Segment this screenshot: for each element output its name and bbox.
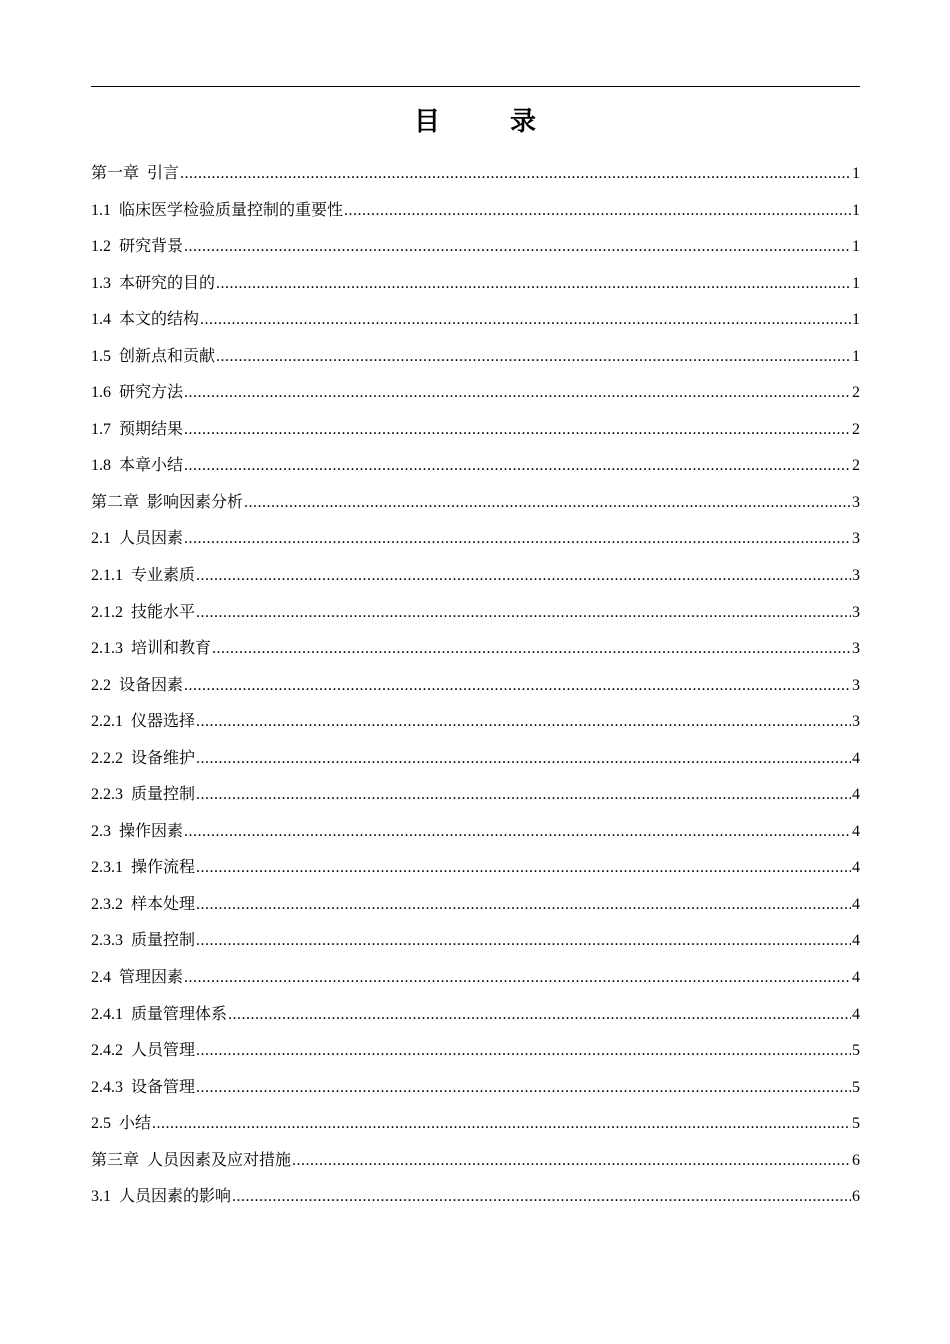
toc-entry[interactable] xyxy=(91,1142,860,1179)
toc-entry-page: 6 xyxy=(852,1188,860,1206)
toc-entry-page: 1 xyxy=(852,165,860,182)
toc-entry-label xyxy=(91,1178,231,1216)
toc-dot-leader xyxy=(184,229,851,266)
toc-entry-page: 4 xyxy=(852,895,860,913)
toc-entry-text: 人员因素的影响 xyxy=(119,1186,232,1206)
toc-dot-leader xyxy=(196,1070,851,1107)
toc-entry[interactable] xyxy=(91,228,860,265)
toc-entry-number: 1.2 xyxy=(91,238,111,256)
toc-entry-label xyxy=(91,922,195,960)
toc-entry-label xyxy=(91,594,195,632)
toc-entry[interactable] xyxy=(91,338,860,375)
toc-entry-page: 5 xyxy=(852,1115,860,1133)
toc-entry-label xyxy=(91,265,215,303)
toc-entry-page: 3 xyxy=(852,640,860,658)
toc-entry-label xyxy=(91,374,183,412)
toc-entry-label xyxy=(91,1105,151,1143)
toc-entry-page: 4 xyxy=(852,969,860,987)
toc-entry-text: 质量控制 xyxy=(131,784,196,804)
toc-dot-leader xyxy=(344,193,851,230)
toc-entry-number: 2.4.3 xyxy=(91,1078,123,1096)
toc-entry-label xyxy=(91,630,211,668)
toc-entry[interactable] xyxy=(91,922,860,959)
toc-entry-text: 人员因素 xyxy=(119,528,184,548)
toc-entry-text: 专业素质 xyxy=(131,565,196,585)
toc-entry-text: 本研究的目的 xyxy=(119,272,216,292)
toc-entry-text: 样本处理 xyxy=(131,893,196,913)
toc-dot-leader xyxy=(184,668,851,705)
toc-entry-page: 6 xyxy=(852,1151,860,1169)
toc-entry-text: 研究背景 xyxy=(119,236,184,256)
toc-entry-number: 2.1.2 xyxy=(91,603,123,621)
toc-entry[interactable] xyxy=(91,557,860,594)
toc-entry-number: 1.3 xyxy=(91,274,111,292)
toc-dot-leader xyxy=(232,1179,851,1216)
toc-entry-number: 2.1 xyxy=(91,530,111,548)
toc-entry-label xyxy=(91,447,183,485)
toc-entry-text: 培训和教育 xyxy=(131,638,212,658)
toc-entry-label xyxy=(91,1032,195,1070)
toc-entry-page: 3 xyxy=(852,603,860,621)
toc-entry-page: 3 xyxy=(852,530,860,548)
toc-entry[interactable] xyxy=(91,301,860,338)
toc-entry-number: 2.1.1 xyxy=(91,567,123,585)
toc-entry-text: 小结 xyxy=(119,1113,152,1133)
toc-entry[interactable] xyxy=(91,1178,860,1215)
toc-entry-label xyxy=(91,301,199,339)
toc-entry[interactable] xyxy=(91,374,860,411)
toc-entry-label xyxy=(91,886,195,924)
toc-entry-number: 1.7 xyxy=(91,420,111,438)
toc-dot-leader xyxy=(216,266,851,303)
toc-entry[interactable] xyxy=(91,959,860,996)
toc-entry-number: 3.1 xyxy=(91,1188,111,1206)
toc-entry[interactable] xyxy=(91,594,860,631)
toc-entry[interactable] xyxy=(91,484,860,521)
toc-entry[interactable] xyxy=(91,411,860,448)
toc-entry-label xyxy=(91,667,183,705)
toc-entry-page: 4 xyxy=(852,932,860,950)
toc-entry[interactable] xyxy=(91,192,860,229)
toc-entry-page: 4 xyxy=(852,822,860,840)
toc-entry[interactable] xyxy=(91,667,860,704)
toc-entry-number: 2.2 xyxy=(91,676,111,694)
toc-entry-number: 2.1.3 xyxy=(91,640,123,658)
toc-entry-number: 2.3 xyxy=(91,822,111,840)
toc-entry-number: 2.3.3 xyxy=(91,932,123,950)
toc-entry-text: 设备维护 xyxy=(131,747,196,767)
toc-entry-label xyxy=(91,520,183,558)
toc-entry-page: 1 xyxy=(852,347,860,365)
toc-dot-leader xyxy=(196,923,851,960)
toc-entry-number: 1.5 xyxy=(91,347,111,365)
toc-entry-label xyxy=(91,996,227,1034)
toc-entry-text: 本文的结构 xyxy=(119,309,200,329)
toc-dot-leader xyxy=(196,1033,851,1070)
toc-entry-page: 4 xyxy=(852,859,860,877)
toc-entry-text: 创新点和贡献 xyxy=(119,345,216,365)
toc-entry-label xyxy=(91,228,183,266)
toc-dot-leader xyxy=(196,704,851,741)
toc-entry-number: 2.2.1 xyxy=(91,713,123,731)
toc-entry-text: 设备因素 xyxy=(119,674,184,694)
toc-dot-leader xyxy=(244,485,851,522)
toc-entry-number: 1.8 xyxy=(91,457,111,475)
toc-entry[interactable] xyxy=(91,1105,860,1142)
toc-entry-text: 预期结果 xyxy=(119,418,184,438)
toc-entry-label xyxy=(91,1069,195,1107)
toc-entry-number: 2.2.3 xyxy=(91,786,123,804)
toc-entry-page: 4 xyxy=(852,749,860,767)
toc-entry[interactable] xyxy=(91,703,860,740)
toc-entry-label xyxy=(91,192,343,230)
toc-entry-text: 引言 xyxy=(147,163,180,182)
toc-entry-page: 3 xyxy=(852,493,860,511)
header-rule xyxy=(91,86,860,87)
toc-dot-leader xyxy=(196,850,851,887)
toc-entry[interactable] xyxy=(91,886,860,923)
toc-entry-label xyxy=(91,776,195,814)
toc-entry-number: 1.4 xyxy=(91,311,111,329)
toc-entry-page: 5 xyxy=(852,1078,860,1096)
toc-entry-label xyxy=(91,813,183,851)
toc-entry-number: 2.5 xyxy=(91,1115,111,1133)
toc-entry-label xyxy=(91,849,195,887)
toc-entry-page: 2 xyxy=(852,384,860,402)
toc-entry-text: 研究方法 xyxy=(119,382,184,402)
toc-entry-text: 仪器选择 xyxy=(131,711,196,731)
toc-entry-text: 本章小结 xyxy=(119,455,184,475)
toc-entry-label xyxy=(91,703,195,741)
toc-dot-leader xyxy=(292,1143,851,1180)
toc-entry-number: 第三章 xyxy=(91,1151,140,1169)
toc-dot-leader xyxy=(216,339,851,376)
toc-entry-number: 2.4 xyxy=(91,969,111,987)
toc-dot-leader xyxy=(196,595,851,632)
toc-entry-text: 质量控制 xyxy=(131,930,196,950)
toc-entry-page: 1 xyxy=(852,311,860,329)
toc-entry-number: 2.4.1 xyxy=(91,1005,123,1023)
toc-dot-leader xyxy=(184,521,851,558)
toc-entry[interactable] xyxy=(91,996,860,1033)
toc-dot-leader xyxy=(152,1106,851,1143)
toc-entry-text: 人员管理 xyxy=(131,1040,196,1060)
toc-dot-leader xyxy=(184,375,851,412)
toc-entry-text: 操作因素 xyxy=(119,820,184,840)
toc-dot-leader xyxy=(184,960,851,997)
toc-entry-page: 3 xyxy=(852,713,860,731)
toc-entry[interactable] xyxy=(91,849,860,886)
toc-entry-text: 质量管理体系 xyxy=(131,1003,228,1023)
toc-entry[interactable] xyxy=(91,630,860,667)
toc-entry-label xyxy=(91,557,195,595)
toc-entry-page: 3 xyxy=(852,676,860,694)
toc-entry[interactable] xyxy=(91,740,860,777)
toc-entry-page: 1 xyxy=(852,238,860,256)
toc-dot-leader xyxy=(184,448,851,485)
toc-dot-leader xyxy=(196,558,851,595)
toc-entry-text: 影响因素分析 xyxy=(147,491,244,511)
toc-entry-number: 第一章 xyxy=(91,165,140,182)
toc-entry-number: 2.3.1 xyxy=(91,859,123,877)
toc-entry-number: 2.3.2 xyxy=(91,895,123,913)
toc-entry-number: 1.1 xyxy=(91,201,111,219)
toc-entry-page: 5 xyxy=(852,1042,860,1060)
toc-entry-label xyxy=(91,1142,291,1180)
toc-entry[interactable] xyxy=(91,1032,860,1069)
toc-entry-text: 人员因素及应对措施 xyxy=(147,1149,292,1169)
toc-entry-page: 4 xyxy=(852,1005,860,1023)
toc-entry-label xyxy=(91,740,195,778)
toc-entry[interactable] xyxy=(91,155,860,192)
toc-entry-text: 操作流程 xyxy=(131,857,196,877)
toc-entry-page: 2 xyxy=(852,457,860,475)
toc-entry-text: 设备管理 xyxy=(131,1076,196,1096)
toc-entry-text: 技能水平 xyxy=(131,601,196,621)
toc-entry-number: 1.6 xyxy=(91,384,111,402)
toc-title: 目 录 xyxy=(413,107,558,137)
toc-entry-label xyxy=(91,155,179,193)
toc-dot-leader xyxy=(184,412,851,449)
toc-entry-page: 3 xyxy=(852,567,860,585)
toc-entry[interactable] xyxy=(91,265,860,302)
toc-dot-leader xyxy=(212,631,851,668)
toc-entry-label xyxy=(91,959,183,997)
toc-entry-number: 2.2.2 xyxy=(91,749,123,767)
toc-entry-number: 2.4.2 xyxy=(91,1042,123,1060)
toc-dot-leader xyxy=(180,156,851,193)
toc-entry-text: 临床医学检验质量控制的重要性 xyxy=(119,199,344,219)
toc-entry[interactable] xyxy=(91,447,860,484)
toc-entry-number: 第二章 xyxy=(91,493,140,511)
toc-dot-leader xyxy=(200,302,851,339)
toc-dot-leader xyxy=(196,741,851,778)
toc-dot-leader xyxy=(196,777,851,814)
toc-dot-leader xyxy=(196,887,851,924)
toc-entry-page: 1 xyxy=(852,274,860,292)
toc-list xyxy=(91,155,860,1215)
toc-entry-page: 1 xyxy=(852,201,860,219)
toc-entry-label xyxy=(91,484,243,522)
toc-entry[interactable] xyxy=(91,776,860,813)
toc-entry-page: 2 xyxy=(852,420,860,438)
toc-entry[interactable] xyxy=(91,520,860,557)
toc-dot-leader xyxy=(184,814,851,851)
toc-entry-label xyxy=(91,411,183,449)
toc-dot-leader xyxy=(228,997,851,1034)
toc-entry-page: 4 xyxy=(852,786,860,804)
toc-entry-text: 管理因素 xyxy=(119,967,184,987)
toc-entry[interactable] xyxy=(91,1069,860,1106)
toc-entry[interactable] xyxy=(91,813,860,850)
toc-entry-label xyxy=(91,338,215,376)
